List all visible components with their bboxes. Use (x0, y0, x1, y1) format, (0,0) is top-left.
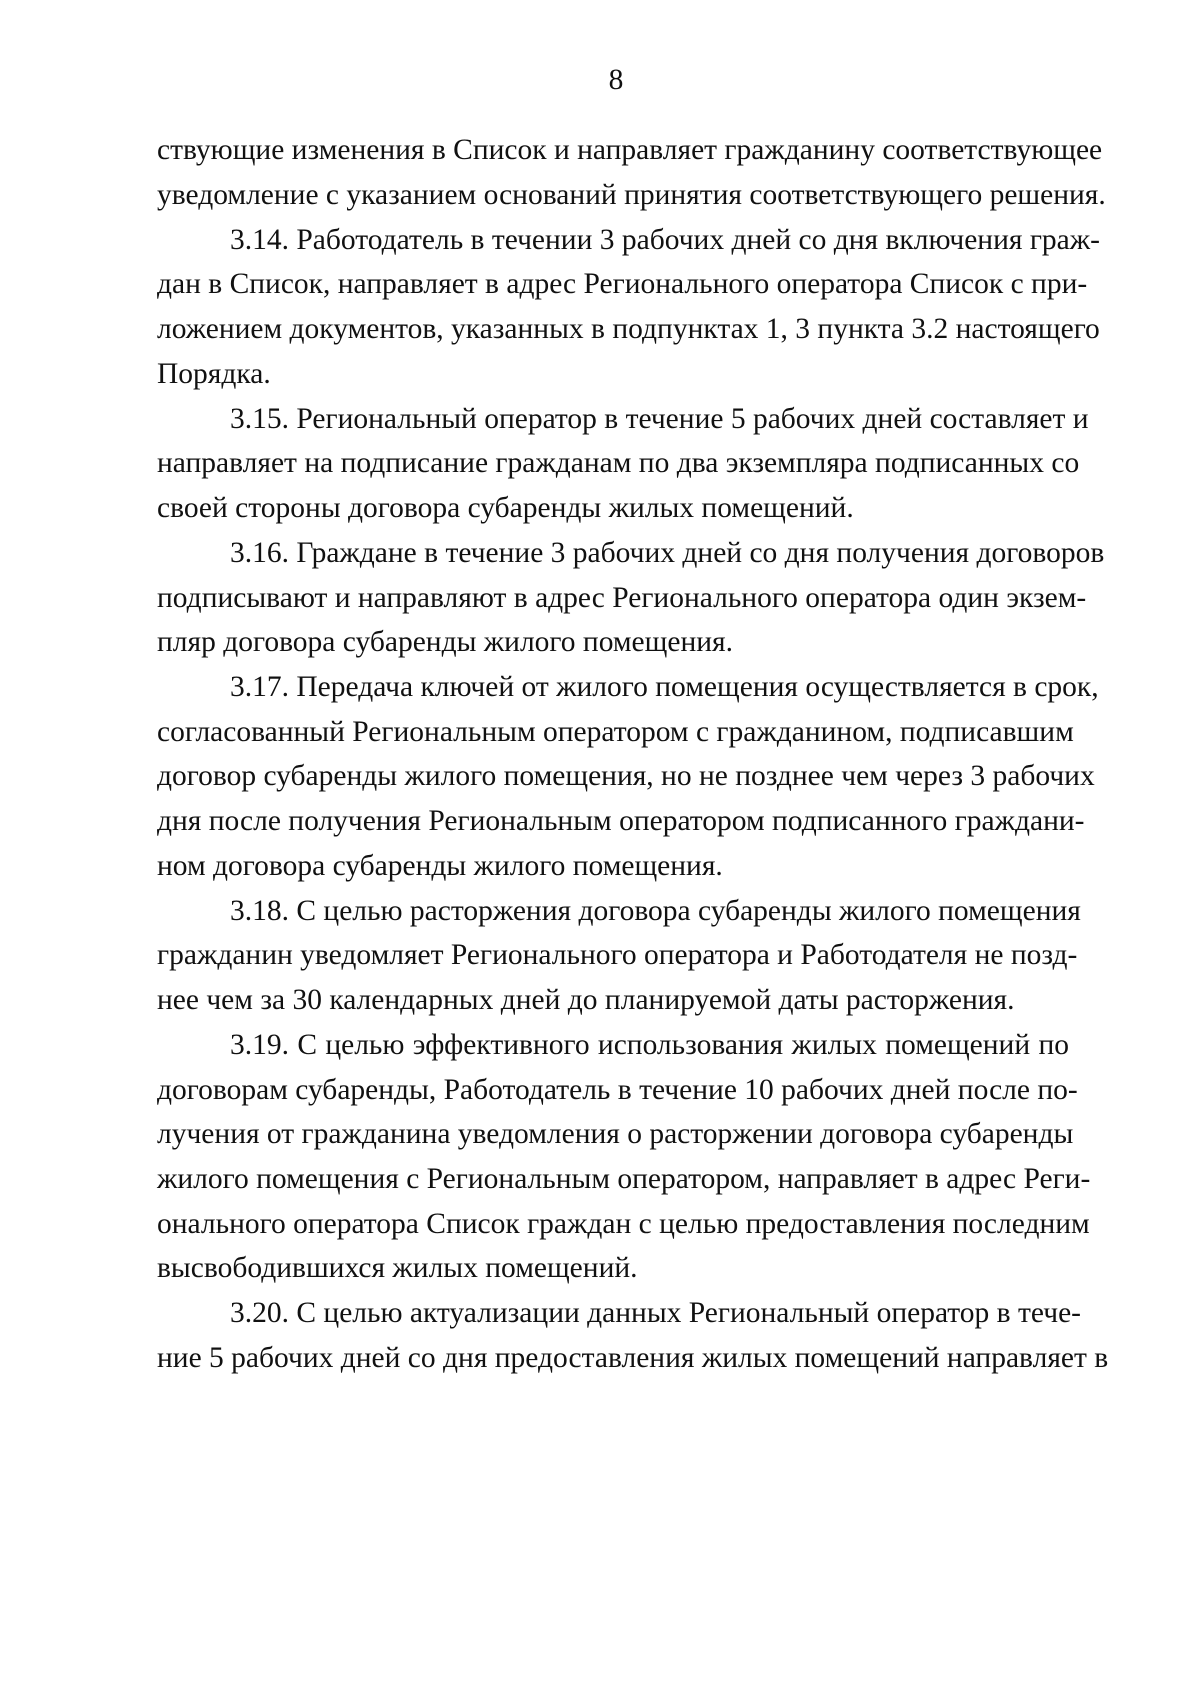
paragraph-3-20-first-line: 3.20. С целью актуализации данных Региональный оператор в тече- (230, 1297, 1081, 1329)
text-line: уведомление с указанием оснований принятия соответствующего решения. (157, 179, 1106, 211)
text-line: направляет на подписание гражданам по два экземпляра подписанных со (157, 447, 1080, 479)
paragraph-3-15-first-line: 3.15. Региональный оператор в течение 5 рабочих дней составляет и (230, 403, 1089, 435)
paragraph-3-14-first-line: 3.14. Работодатель в течении 3 рабочих дней со дня включения граж- (230, 224, 1100, 256)
text-line: онального оператора Список граждан с целью предоставления последним (157, 1208, 1090, 1240)
text-line: высвободившихся жилых помещений. (157, 1252, 638, 1284)
text-line: Порядка. (157, 358, 271, 390)
text-line: лучения от гражданина уведомления о расторжении договора субаренды (157, 1118, 1074, 1150)
paragraph-3-18-first-line: 3.18. С целью расторжения договора субаренды жилого помещения (230, 895, 1081, 927)
text-line: договорам субаренды, Работодатель в течение 10 рабочих дней после по- (157, 1074, 1078, 1106)
page-number: 8 (608, 64, 624, 96)
text-line: дан в Список, направляет в адрес Регионального оператора Список с при- (157, 268, 1088, 300)
text-line: нее чем за 30 календарных дней до планируемой даты расторжения. (157, 984, 1015, 1016)
text-line: гражданин уведомляет Регионального оператора и Работодателя не позд- (157, 939, 1078, 971)
text-line: ном договора субаренды жилого помещения. (157, 850, 723, 882)
text-line: своей стороны договора субаренды жилых помещений. (157, 492, 854, 524)
text-line: ствующие изменения в Список и направляет гражданину соответствующее (157, 134, 1103, 166)
paragraph-3-16-first-line: 3.16. Граждане в течение 3 рабочих дней со дня получения договоров (230, 537, 1105, 569)
paragraph-3-17-first-line: 3.17. Передача ключей от жилого помещения осуществляется в срок, (230, 671, 1099, 703)
paragraph-3-19-first-line: 3.19. С целью эффективного использования жилых помещений по (230, 1029, 1069, 1061)
text-line: ложением документов, указанных в подпунктах 1, 3 пункта 3.2 настоящего (157, 313, 1100, 345)
text-line: подписывают и направляют в адрес Регионального оператора один экзем- (157, 582, 1087, 614)
text-line: договор субаренды жилого помещения, но не позднее чем через 3 рабочих (157, 760, 1095, 792)
text-line: ние 5 рабочих дней со дня предоставления жилых помещений направляет в (157, 1342, 1109, 1374)
text-line: согласованный Региональным оператором с гражданином, подписавшим (157, 716, 1074, 748)
text-line: дня после получения Региональным оператором подписанного граждани- (157, 805, 1085, 837)
text-line: жилого помещения с Региональным оператором, направляет в адрес Реги- (157, 1163, 1091, 1195)
text-line: пляр договора субаренды жилого помещения. (157, 626, 733, 658)
